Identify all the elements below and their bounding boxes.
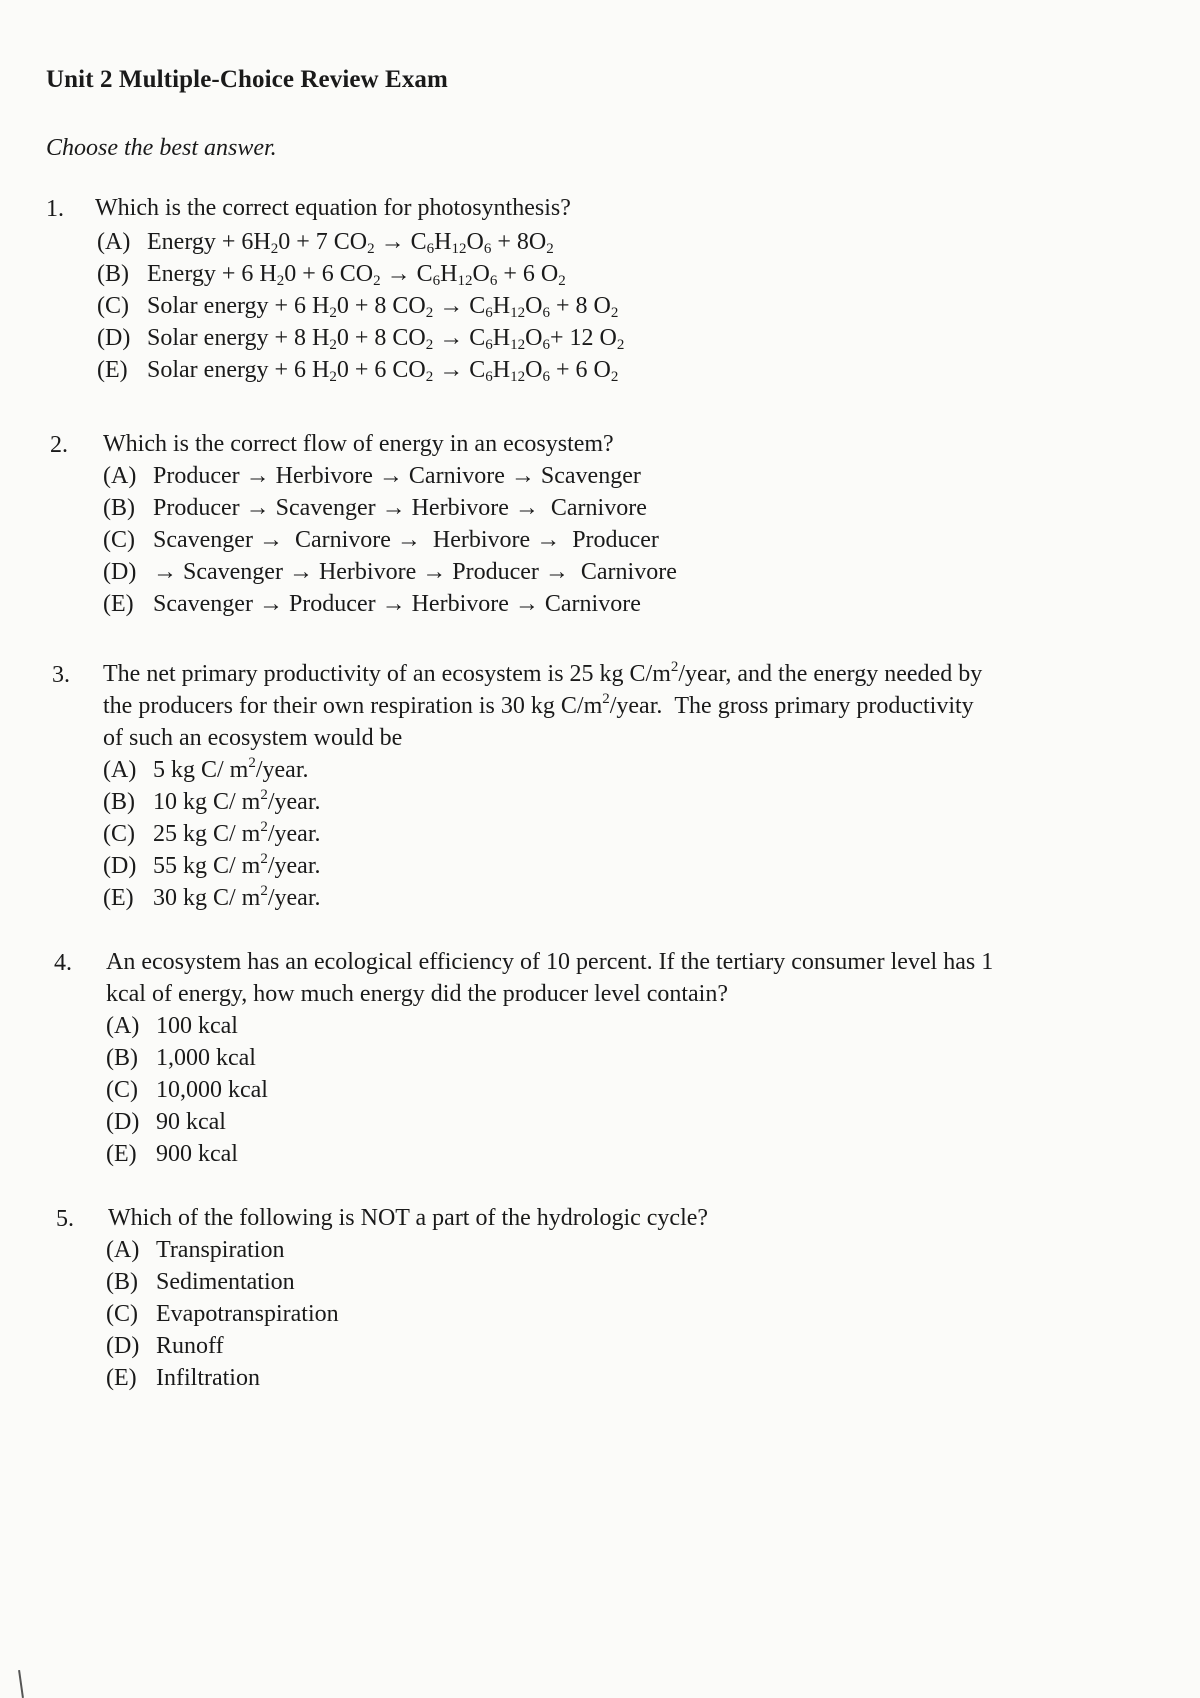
question-number: 2. bbox=[50, 432, 68, 458]
question-text bbox=[103, 428, 614, 460]
option-letter: (D) bbox=[106, 1333, 140, 1359]
answer-option-b bbox=[103, 786, 320, 818]
answer-option-a bbox=[106, 1010, 268, 1042]
option-letter: (B) bbox=[106, 1045, 138, 1071]
option-letter: (D) bbox=[103, 559, 137, 585]
option-text: 1,000 kcal bbox=[156, 1045, 256, 1071]
option-letter: (C) bbox=[106, 1301, 138, 1327]
question-number: 1. bbox=[46, 196, 64, 222]
option-text: 55 kg C/ $m^2$/year. bbox=[153, 851, 321, 879]
answer-option-c bbox=[106, 1298, 339, 1330]
option-text: Solar energy + 6 $H_20 + 8$ $CO_2 \to C_6H_{12}O_6 + 8$ $O_2$ bbox=[147, 293, 619, 321]
answer-options bbox=[103, 460, 677, 620]
question-number: 3. bbox=[52, 662, 70, 688]
answer-option-a bbox=[103, 754, 320, 786]
answer-option-e bbox=[103, 588, 677, 620]
option-letter: (E) bbox=[103, 591, 134, 617]
option-letter: (B) bbox=[103, 495, 135, 521]
answer-option-d bbox=[97, 322, 624, 354]
answer-option-d bbox=[106, 1330, 339, 1362]
option-letter: (A) bbox=[103, 463, 137, 489]
option-text: Sedimentation bbox=[156, 1269, 295, 1295]
option-text: Energy + $6H_20 + 7$ $CO_2 \to C_6H_{12}O_6 + 8O_2$ bbox=[147, 229, 554, 257]
option-letter: (C) bbox=[103, 821, 135, 847]
answer-option-e bbox=[106, 1362, 339, 1394]
option-text: Runoff bbox=[156, 1333, 224, 1359]
answer-option-d bbox=[103, 556, 677, 588]
answer-option-b bbox=[106, 1042, 268, 1074]
question-text-line: the producers for their own respiration is 30 kg $C/m^2$/year. The gross primary productivity bbox=[103, 691, 974, 719]
option-text: Infiltration bbox=[156, 1365, 260, 1391]
question-text bbox=[95, 192, 571, 224]
option-letter: (E) bbox=[103, 885, 134, 911]
option-letter: (A) bbox=[97, 229, 131, 255]
answer-option-b bbox=[103, 492, 677, 524]
option-text: 10 kg C/ $m^2$/year. bbox=[153, 787, 321, 815]
option-text: 90 kcal bbox=[156, 1109, 226, 1135]
option-text: Producer → Herbivore → Carnivore → Scavenger bbox=[153, 463, 641, 489]
option-letter: (C) bbox=[103, 527, 135, 553]
option-text: 900 kcal bbox=[156, 1141, 238, 1167]
option-letter: (A) bbox=[106, 1013, 140, 1039]
option-letter: (D) bbox=[97, 325, 131, 351]
option-letter: (B) bbox=[103, 789, 135, 815]
option-text: 100 kcal bbox=[156, 1013, 238, 1039]
instructions: Choose the best answer. bbox=[46, 135, 277, 161]
exam-title: Unit 2 Multiple-Choice Review Exam bbox=[46, 66, 448, 93]
option-text: Scavenger → Carnivore → Herbivore → Producer bbox=[153, 527, 659, 553]
question-text-line: Which of the following is NOT a part of the hydrologic cycle? bbox=[108, 1205, 709, 1231]
scan-edge-mark bbox=[18, 1670, 24, 1698]
option-text: Solar energy + 8 $H_20 + 8$ $CO_2 \to C_6H_{12}O_6+ 12$ $O_2$ bbox=[147, 325, 625, 353]
option-text: Evapotranspiration bbox=[156, 1301, 339, 1327]
answer-option-a bbox=[97, 226, 624, 258]
option-letter: (D) bbox=[103, 853, 137, 879]
option-text: 5 kg C/ $m^2$/year. bbox=[153, 755, 309, 783]
question-text-line: An ecosystem has an ecological efficiency of 10 percent. If the tertiary consumer level has 1 bbox=[106, 949, 994, 975]
answer-options bbox=[103, 754, 320, 914]
option-letter: (C) bbox=[106, 1077, 138, 1103]
option-text: Solar energy + 6 $H_20 + 6$ $CO_2 \to C_6H_{12}O_6 + 6$ $O_2$ bbox=[147, 357, 619, 385]
question-text-line: of such an ecosystem would be bbox=[103, 725, 403, 751]
answer-option-a bbox=[106, 1234, 339, 1266]
answer-option-e bbox=[103, 882, 320, 914]
option-text: 10,000 kcal bbox=[156, 1077, 268, 1103]
answer-option-c bbox=[103, 524, 677, 556]
option-letter: (C) bbox=[97, 293, 129, 319]
question-text bbox=[103, 658, 982, 754]
option-letter: (A) bbox=[106, 1237, 140, 1263]
option-text: Scavenger → Producer → Herbivore → Carnivore bbox=[153, 591, 641, 617]
answer-option-c bbox=[103, 818, 320, 850]
option-letter: (D) bbox=[106, 1109, 140, 1135]
question-number: 4. bbox=[54, 950, 72, 976]
answer-option-d bbox=[106, 1106, 268, 1138]
question-text-line: The net primary productivity of an ecosystem is 25 kg $C/m^2$/year, and the energy needed by bbox=[103, 659, 983, 687]
answer-option-b bbox=[106, 1266, 339, 1298]
answer-option-a bbox=[103, 460, 677, 492]
question-text bbox=[106, 946, 993, 1010]
answer-option-b bbox=[97, 258, 624, 290]
answer-option-e bbox=[106, 1138, 268, 1170]
question-number: 5. bbox=[56, 1206, 74, 1232]
question-text bbox=[108, 1202, 708, 1234]
option-text: Transpiration bbox=[156, 1237, 285, 1263]
option-letter: (A) bbox=[103, 757, 137, 783]
option-text: Energy + 6 $H_20 + 6$ $CO_2 \to C_6H_{12}O_6 + 6$ $O_2$ bbox=[147, 261, 566, 289]
answer-options bbox=[97, 226, 624, 386]
answer-options bbox=[106, 1234, 339, 1394]
option-letter: (E) bbox=[97, 357, 128, 383]
option-letter: (B) bbox=[97, 261, 129, 287]
option-letter: (E) bbox=[106, 1365, 137, 1391]
option-letter: (B) bbox=[106, 1269, 138, 1295]
question-text-line: kcal of energy, how much energy did the producer level contain? bbox=[106, 981, 728, 1007]
answer-option-c bbox=[97, 290, 624, 322]
option-text: → Scavenger → Herbivore → Producer → Carnivore bbox=[153, 559, 677, 585]
question-text-line: Which is the correct equation for photosynthesis? bbox=[95, 195, 571, 221]
answer-option-d bbox=[103, 850, 320, 882]
answer-option-e bbox=[97, 354, 624, 386]
answer-option-c bbox=[106, 1074, 268, 1106]
question-text-line: Which is the correct flow of energy in an ecosystem? bbox=[103, 431, 614, 457]
answer-options bbox=[106, 1010, 268, 1170]
option-text: 25 kg C/ $m^2$/year. bbox=[153, 819, 321, 847]
option-letter: (E) bbox=[106, 1141, 137, 1167]
option-text: 30 kg C/ $m^2$/year. bbox=[153, 883, 321, 911]
option-text: Producer → Scavenger → Herbivore → Carnivore bbox=[153, 495, 647, 521]
